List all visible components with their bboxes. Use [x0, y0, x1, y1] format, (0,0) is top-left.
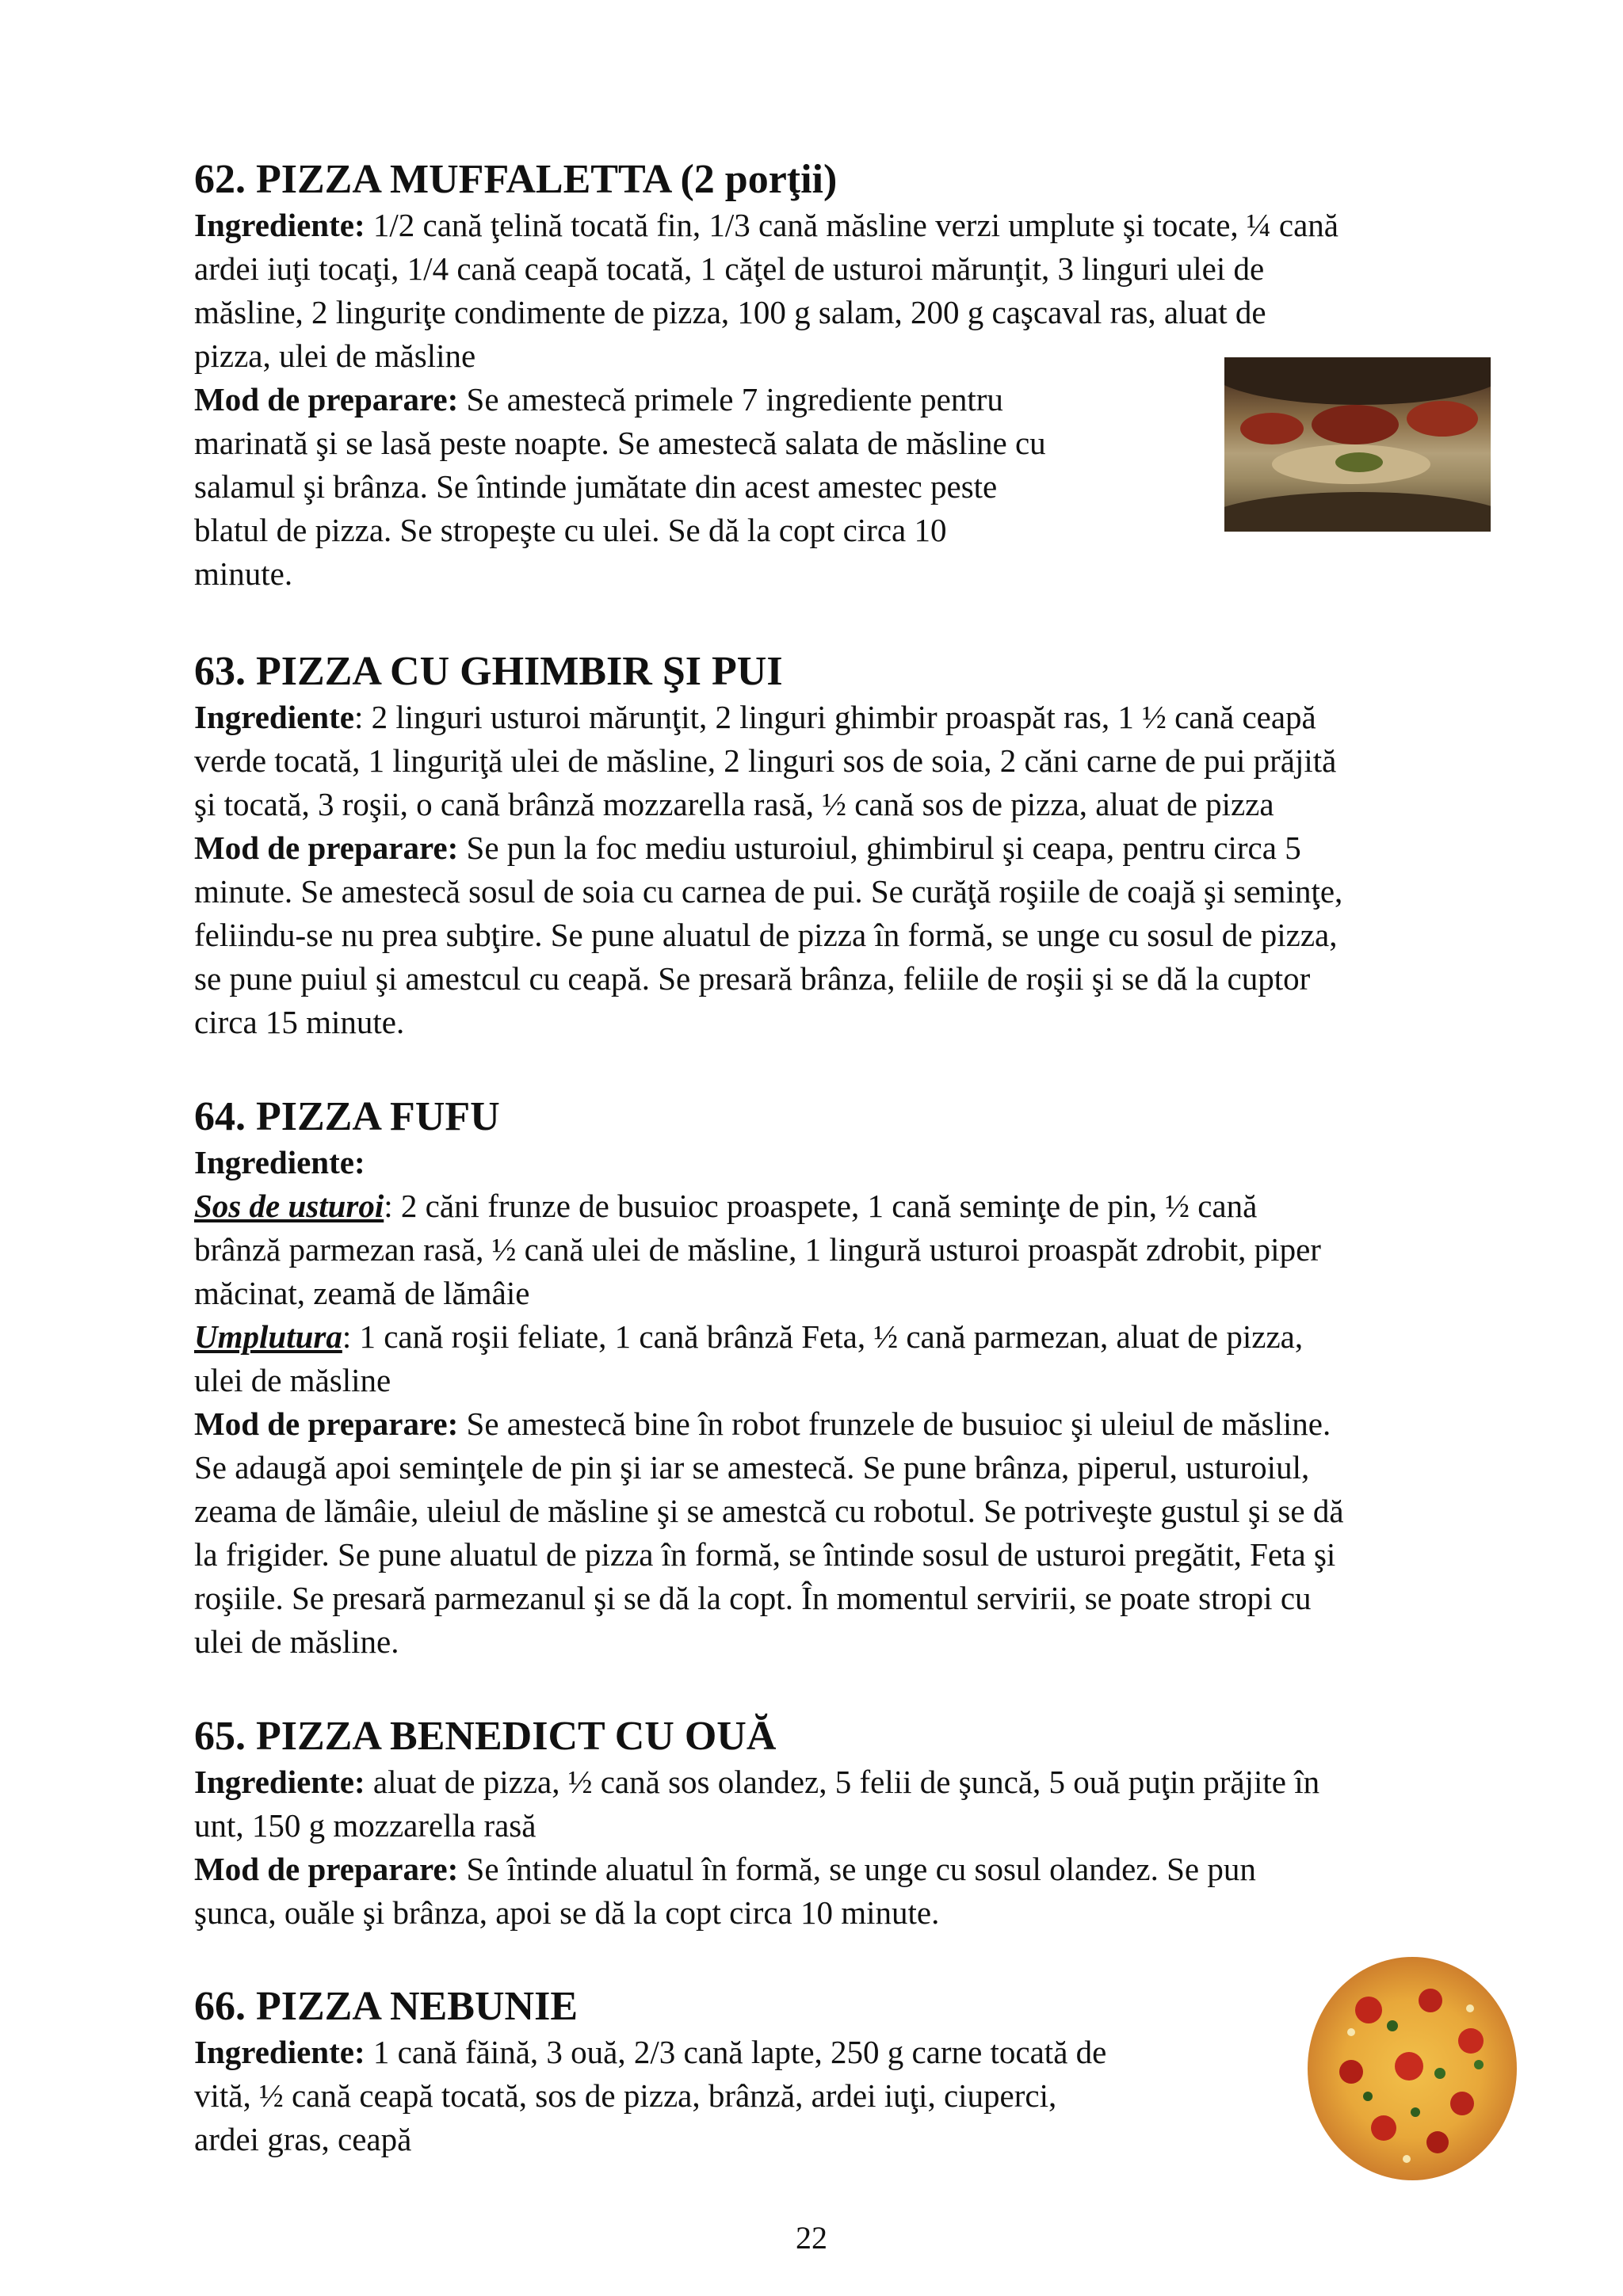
ingredients-line: ardei gras, ceapă — [194, 2121, 412, 2157]
ingredients-line: Ingrediente: 1/2 cană ţelină tocată fin, 1/3 cană măsline verzi umplute şi tocate, ¼ cană — [194, 207, 1338, 243]
recipe-title: 64. PIZZA FUFU — [194, 1094, 500, 1139]
ingredients-line: unt, 150 g mozzarella rasă — [194, 1807, 537, 1844]
recipe-title: 62. PIZZA MUFFALETTA (2 porţii) — [194, 157, 838, 202]
method-label: Mod de preparare: — [194, 1405, 459, 1442]
method-line: se pune puiul şi amestcul cu ceapă. Se presară brânza, feliile de roşii şi se dă la cuptor — [194, 960, 1311, 997]
ingredients-line: pizza, ulei de măsline — [194, 338, 476, 374]
method-label: Mod de preparare: — [194, 381, 459, 418]
ingredients-line: şi tocată, 3 roşii, o cană brânză mozzarella rasă, ½ cană sos de pizza, aluat de pizza — [194, 786, 1274, 822]
ingredients-label: Ingrediente: — [194, 1144, 365, 1180]
ingredients-line: Ingrediente: 1 cană făină, 3 ouă, 2/3 cană lapte, 250 g carne tocată de — [194, 2034, 1107, 2070]
method-line: roşiile. Se presară parmezanul şi se dă la copt. În momentul servirii, se poate stropi cu — [194, 1580, 1312, 1616]
method-line: feliindu-se nu prea subţire. Se pune aluatul de pizza în formă, se unge cu sosul de pizza, — [194, 917, 1338, 953]
filling-line: Umplutura: 1 cană roşii feliate, 1 cană brânză Feta, ½ cană parmezan, aluat de pizza, — [194, 1318, 1304, 1355]
method-line: Se adaugă apoi seminţele de pin şi iar se amestecă. Se pune brânza, piperul, usturoiul, — [194, 1449, 1310, 1486]
page-number: 22 — [796, 2220, 827, 2256]
sauce-label: Sos de usturoi — [194, 1188, 384, 1224]
whole-pizza-photo — [1308, 1957, 1517, 2180]
filling-line: ulei de măsline — [194, 1362, 391, 1398]
method-line: Mod de preparare: Se amestecă bine în robot frunzele de busuioc şi uleiul de măsline. — [194, 1405, 1331, 1442]
sauce-line: măcinat, zeamă de lămâie — [194, 1275, 530, 1311]
recipe-65 — [194, 1713, 1319, 1935]
sauce-line: brânză parmezan rasă, ½ cană ulei de măsline, 1 lingură usturoi proaspăt zdrobit, piper — [194, 1231, 1321, 1268]
recipe-66 — [194, 1983, 1106, 2161]
recipe-title: 63. PIZZA CU GHIMBIR ŞI PUI — [194, 649, 783, 694]
ingredients-label: Ingrediente: — [194, 2034, 365, 2070]
method-line: şunca, ouăle şi brânza, apoi se dă la copt circa 10 minute. — [194, 1894, 940, 1931]
ingredients-line: măsline, 2 linguriţe condimente de pizza, 100 g salam, 200 g caşcaval ras, aluat de — [194, 294, 1266, 330]
ingredients-line: ardei iuţi tocaţi, 1/4 cană ceapă tocată, 1 căţel de usturoi mărunţit, 3 linguri ulei de — [194, 250, 1265, 287]
pizza-slice-photo — [1224, 357, 1491, 532]
recipe-62 — [194, 156, 1338, 596]
method-line: minute. Se amestecă sosul de soia cu carnea de pui. Se curăţă roşiile de coajă şi seminţe, — [194, 873, 1343, 910]
ingredients-label: Ingrediente: — [194, 207, 365, 243]
method-line: blatul de pizza. Se stropeşte cu ulei. Se dă la copt circa 10 — [194, 512, 947, 548]
method-line: zeama de lămâie, uleiul de măsline şi se amestcă cu robotul. Se potriveşte gustul şi se dă — [194, 1493, 1344, 1529]
ingredients-line: verde tocată, 1 linguriţă ulei de măsline, 2 linguri sos de soia, 2 căni carne de pui prăjită — [194, 742, 1337, 779]
method-label: Mod de preparare: — [194, 1851, 459, 1887]
ingredients-label: Ingrediente — [194, 699, 354, 735]
recipe-63 — [194, 648, 1342, 1044]
sauce-line: Sos de usturoi: 2 căni frunze de busuioc proaspete, 1 cană seminţe de pin, ½ cană — [194, 1188, 1258, 1224]
method-line: circa 15 minute. — [194, 1004, 405, 1040]
ingredients-label: Ingrediente: — [194, 1764, 365, 1800]
method-line: ulei de măsline. — [194, 1623, 399, 1660]
ingredients-line: vită, ½ cană ceapă tocată, sos de pizza, brânză, ardei iuţi, ciuperci, — [194, 2077, 1057, 2114]
method-line: marinată şi se lasă peste noapte. Se amestecă salata de măsline cu — [194, 425, 1046, 461]
method-line: salamul şi brânza. Se întinde jumătate din acest amestec peste — [194, 468, 998, 505]
method-line: la frigider. Se pune aluatul de pizza în formă, se întinde sosul de usturoi pregătit, Feta şi — [194, 1536, 1336, 1573]
recipe-title: 66. PIZZA NEBUNIE — [194, 1984, 578, 2029]
method-line: Mod de preparare: Se pun la foc mediu usturoiul, ghimbirul şi ceapa, pentru circa 5 — [194, 830, 1301, 866]
method-line: Mod de preparare: Se amestecă primele 7 ingrediente pentru — [194, 381, 1003, 418]
recipe-title: 65. PIZZA BENEDICT CU OUĂ — [194, 1714, 777, 1759]
method-label: Mod de preparare: — [194, 830, 459, 866]
method-line: Mod de preparare: Se întinde aluatul în formă, se unge cu sosul olandez. Se pun — [194, 1851, 1256, 1887]
ingredients-line: Ingrediente: aluat de pizza, ½ cană sos olandez, 5 felii de şuncă, 5 ouă puţin prăjite în — [194, 1764, 1320, 1800]
method-line: minute. — [194, 555, 293, 592]
filling-label: Umplutura — [194, 1318, 342, 1355]
ingredients-line: Ingrediente: 2 linguri usturoi mărunţit, 2 linguri ghimbir proaspăt ras, 1 ½ cană ceapă — [194, 699, 1316, 735]
recipe-64 — [194, 1093, 1344, 1664]
